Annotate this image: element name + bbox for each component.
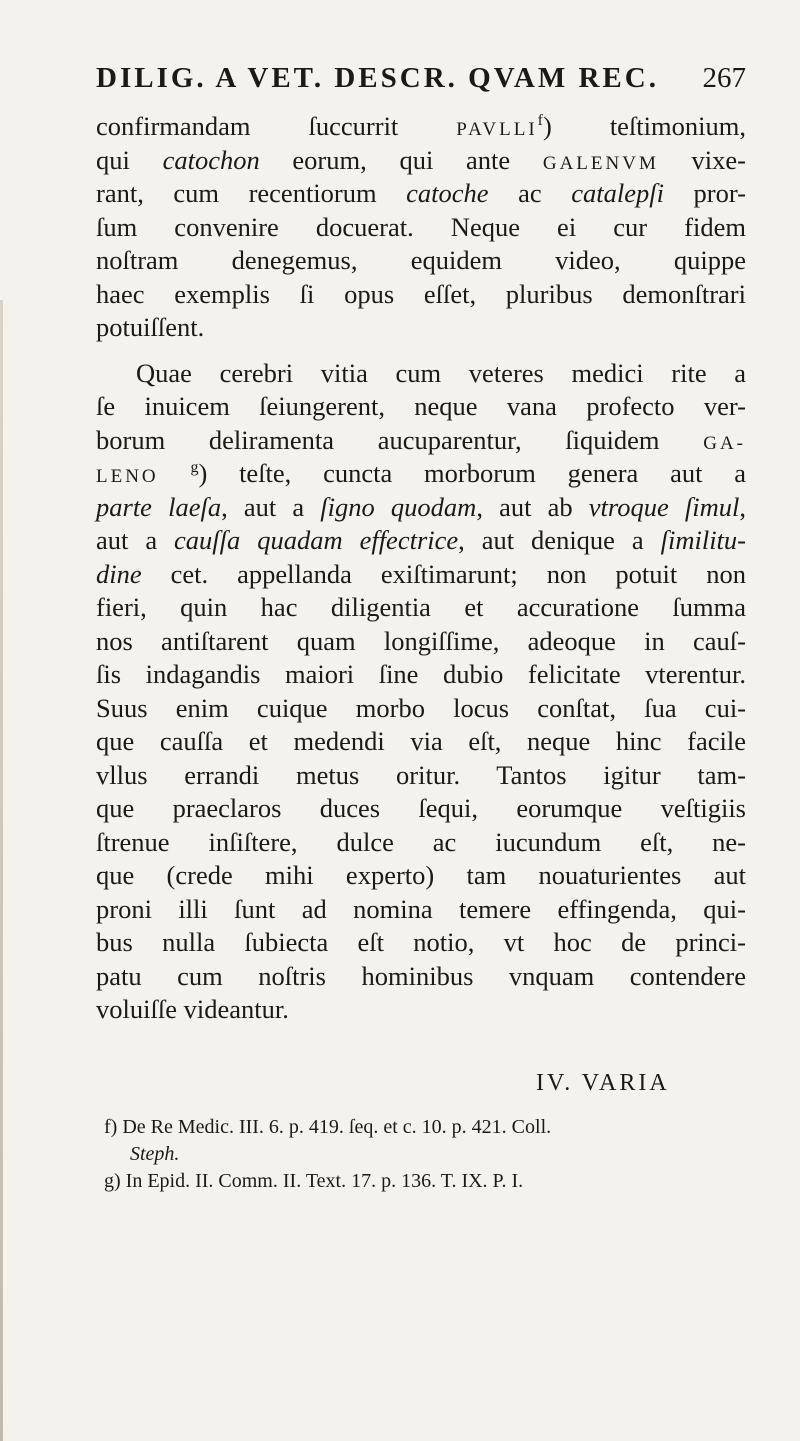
text-line: confirmandam ſuccurrit PAVLLI$^f$) teſtimonium,: [96, 111, 746, 141]
text-line: Quae cerebri vitia cum veteres medici rite a: [136, 357, 746, 388]
text-line: proni illi ſunt ad nomina temere effingenda, qui-: [96, 893, 746, 924]
text-line: ſtrenue inſiſtere, dulce ac iucundum eſt, ne-: [96, 826, 746, 857]
text-line: qui catochon eorum, qui ante GALENVM vixe-: [96, 144, 747, 175]
italic-term: vtroque ſimul: [588, 491, 740, 522]
text-line: patu cum noſtris hominibus vnquam contendere: [96, 960, 746, 991]
italic-term: catoche: [406, 178, 489, 208]
text-line: ſis indagandis maiori ſine dubio felicitate vterentur.: [96, 659, 746, 689]
page-number: 267: [702, 62, 746, 94]
small-caps-name: LENO: [96, 466, 159, 487]
italic-term: catochon: [162, 144, 260, 175]
italic-term: ſimilitu-: [660, 525, 746, 555]
text-line: que praeclaros duces ſequi, eorumque veſtigiis: [96, 793, 746, 823]
italic-term: cauſſa quadam effectrice: [174, 525, 459, 555]
small-caps-name: PAVLLI: [456, 119, 538, 140]
text-line: ſe inuicem ſeiungerent, neque vana profecto ver-: [96, 391, 746, 421]
text-line: nos antiſtarent quam longiſſime, adeoque in cauſ-: [96, 625, 746, 656]
text-line: Suus enim cuique morbo locus conſtat, ſua cui-: [96, 692, 746, 723]
small-caps-name: GALENVM: [542, 152, 659, 174]
text-line: vllus errandi metus oritur. Tantos igitur tam-: [96, 759, 746, 790]
text-line: ſum convenire docuerat. Neque ei cur fidem: [96, 211, 746, 242]
text-line: potuiſſent.: [96, 312, 205, 342]
text-line: fieri, quin hac diligentia et accuratione ſumma: [96, 592, 746, 622]
text-line: voluiſſe videantur.: [96, 994, 289, 1024]
running-title: DILIG. A VET. DESCR. QVAM REC.: [96, 62, 659, 94]
footnotes: [104, 1114, 744, 1195]
text-line: haec exemplis ſi opus eſſet, pluribus demonſtrari: [96, 278, 746, 309]
footnote: g) In Epid. II. Comm. II. Text. 17. p. 136. T. IX. P. I.: [104, 1170, 524, 1192]
footnote-continuation: Steph.: [130, 1143, 180, 1165]
italic-term: catalepſi: [571, 178, 664, 208]
running-header: [96, 62, 746, 106]
footnote: f) De Re Medic. III. 6. p. 419. ſeq. et c. 10. p. 421. Coll.: [104, 1116, 552, 1138]
text-line: rant, cum recentiorum catoche ac catalepſi pror-: [96, 178, 746, 208]
catchword: IV. VARIA: [536, 1070, 670, 1096]
italic-term: dine: [96, 558, 142, 589]
footnote-ref: f: [537, 112, 543, 130]
text-line: aut a cauſſa quadam effectrice, aut denique a ſimilitu-: [96, 525, 746, 555]
text-line: noſtram denegemus, equidem video, quippe: [96, 245, 746, 275]
text-line: bus nulla ſubiecta eſt notio, vt hoc de princi-: [96, 927, 746, 957]
italic-term: parte laeſa: [96, 491, 222, 522]
italic-term: ſigno quodam: [320, 491, 477, 522]
page-edge-shadow: [0, 300, 3, 1441]
text-line: LENO $^g$) teſte, cuncta morborum genera aut a: [96, 458, 746, 488]
text-line: dine cet. appellanda exiſtimarunt; non potuit non: [96, 558, 746, 589]
main-text: [96, 110, 746, 1027]
text-line: que (crede mihi experto) tam nouaturientes aut: [96, 860, 746, 890]
text-line: borum deliramenta aucuparentur, ſiquidem GA-: [96, 424, 746, 455]
text-line: parte laeſa, aut a ſigno quodam, aut ab vtroque ſimul,: [96, 491, 746, 522]
footnote-ref: g: [190, 459, 199, 477]
small-caps-name: GA-: [703, 432, 746, 454]
text-line: que cauſſa et medendi via eſt, neque hinc facile: [96, 726, 746, 756]
